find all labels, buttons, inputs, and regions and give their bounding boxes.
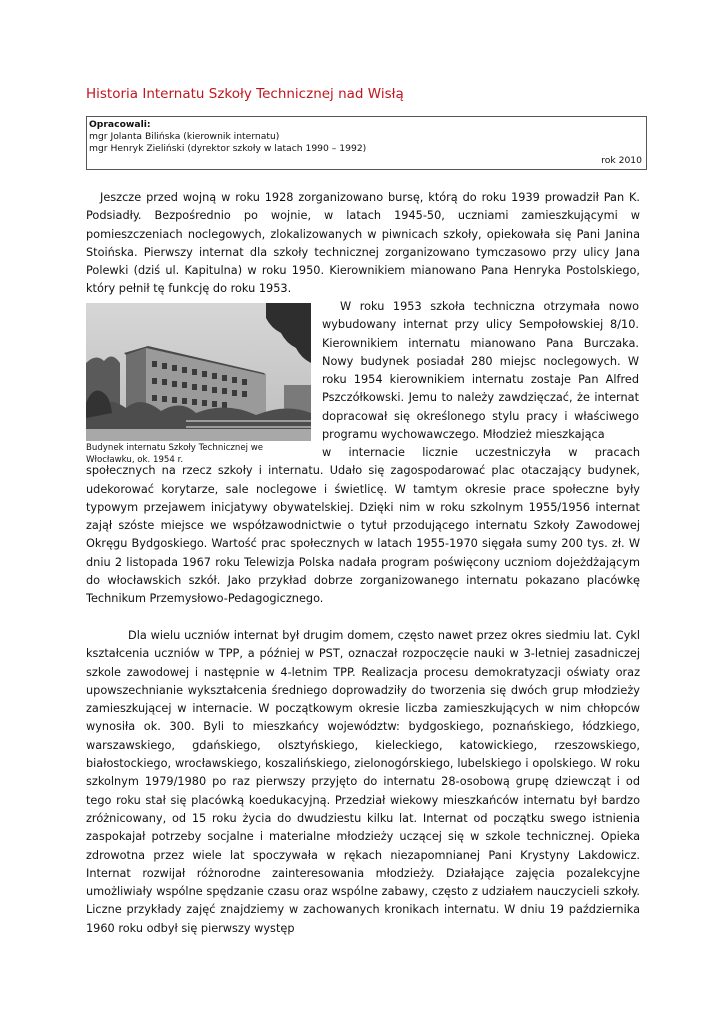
authors-label: Opracowali: — [89, 119, 151, 130]
paragraph-2: W roku 1953 szkoła techniczna otrzymała nowo wybudowany internat przy ulicy Sempołowskiej 8/10. Kierownikiem internatu mianowano Pana Burczaka. Nowy budynek posiadał 280 miejsc noclegowych. W roku 1954 kierownikiem internatu zostaje Pan Alfred Pszczółkowski. Jemu to należy zawdzięczać, że internat dopracował się określonego stylu pracy i właściwego programu wychowawczego. Młodzież mieszkająca — [322, 300, 639, 442]
building-photo — [86, 303, 311, 441]
paragraph-3: w internacie licznie uczestniczyła w pracach społecznych na rzecz szkoły i internatu. Udało się zagospodarować plac otaczający budynek, udekorować korytarze, sale noclegowe i świetlicę. W tamtym okresie prace społeczne były typowym przejawem inicjatywy obywatelskiej. Dzięki nim w roku szkolnym 1955/1956 internat zajął szóste miejsce we współzawodnictwie o tytuł przodującego internatu Szkoły Zawodowej Okręgu Bydgoskiego. Wartość prac społecznych w latach 1955-1970 sięgała sumy 200 tys. zł. W dniu 2 listopada 1967 roku Telewizja Polska nadała program poświęcony uczniom dojeżdżającym do włocławskich szkół. Jako przykład dobrze zorganizowanego internatu pokazano placówkę Technikum Przemysłowo-Pedagogicznego. — [86, 446, 640, 606]
document-title: Historia Internatu Szkoły Technicznej nad Wisłą — [86, 86, 404, 102]
paragraph-1: Jeszcze przed wojną w roku 1928 zorganizowano bursę, którą do roku 1939 prowadził Pan K. Podsiadły. Bezpośrednio po wojnie, w latach 1945-50, uczniami zamieszkującymi w pomieszczeniach noclegowych, zlokalizowanych w piwnicach szkoły, opiekowała się Pani Janina Stoińska. Pierwszy internat dla szkoły technicznej zorganizowano tymczasowo przy ulicy Jana Polewki (dziś ul. Kapitulna) w roku 1950. Kierownikiem mianowano Pana Henryka Postolskiego, który pełnił tę funkcję do roku 1953. — [86, 191, 640, 296]
authors-box — [86, 116, 647, 170]
year-label: rok 2010 — [601, 155, 642, 166]
author-line-1: mgr Jolanta Bilińska (kierownik internatu) — [89, 131, 280, 142]
paragraph-4: Dla wielu uczniów internat był drugim domem, często nawet przez okres siedmiu lat. Cykl kształcenia uczniów w TPP, a później w PST, oznaczał rozpoczęcie nauki w 3-letniej zasadniczej szkole zawodowej i następnie w 4-letnim TPP. Realizacja procesu demokratyzacji oświaty oraz upowszechnianie wykształcenia średniego doprowadziły do tworzenia się dwóch grup młodzieży zamieszkującej w internacie. W początkowym okresie liczba zamieszkujących w nim chłopców wynosiła ok. 300. Byli to mieszkańcy województw: bydgoskiego, poznańskiego, łódzkiego, warszawskiego, gdańskiego, olsztyńskiego, kieleckiego, katowickiego, rzeszowskiego, białostockiego, wrocławskiego, koszalińskiego, zielonogórskiego, lubelskiego i opolskiego. W roku szkolnym 1979/1980 po raz pierwszy przyjęto do internatu 28-osobową grupę dziewcząt i od tego roku stał się placówką koedukacyjną. Przedział wiekowy mieszkańców internatu był bardzo zróżnicowany, od 15 roku życia do dwudziestu kilku lat. Internat od początku swego istnienia zaspokajał potrzeby socjalne i materialne młodzieży uczącej się w szkole technicznej. Opieka zdrowotna przez wiele lat spoczywała w rękach niezapomnianej Pani Krystyny Lakdowicz. Internat rozwijał różnorodne zainteresowania młodzieży. Działające zajęcia pozalekcyjne umożliwiały wspólne spędzanie czasu oraz wspólne zabawy, często z udziałem nauczycieli szkoły. Liczne przykłady zajęć znajdziemy w zachowanych kronikach internatu. W dniu 19 października 1960 roku odbył się pierwszy występ — [86, 629, 640, 935]
photo-caption: Budynek internatu Szkoły Technicznej we Włocławku, ok. 1954 r. — [86, 443, 264, 465]
author-line-2: mgr Henryk Zieliński (dyrektor szkoły w latach 1990 – 1992) — [89, 143, 367, 154]
